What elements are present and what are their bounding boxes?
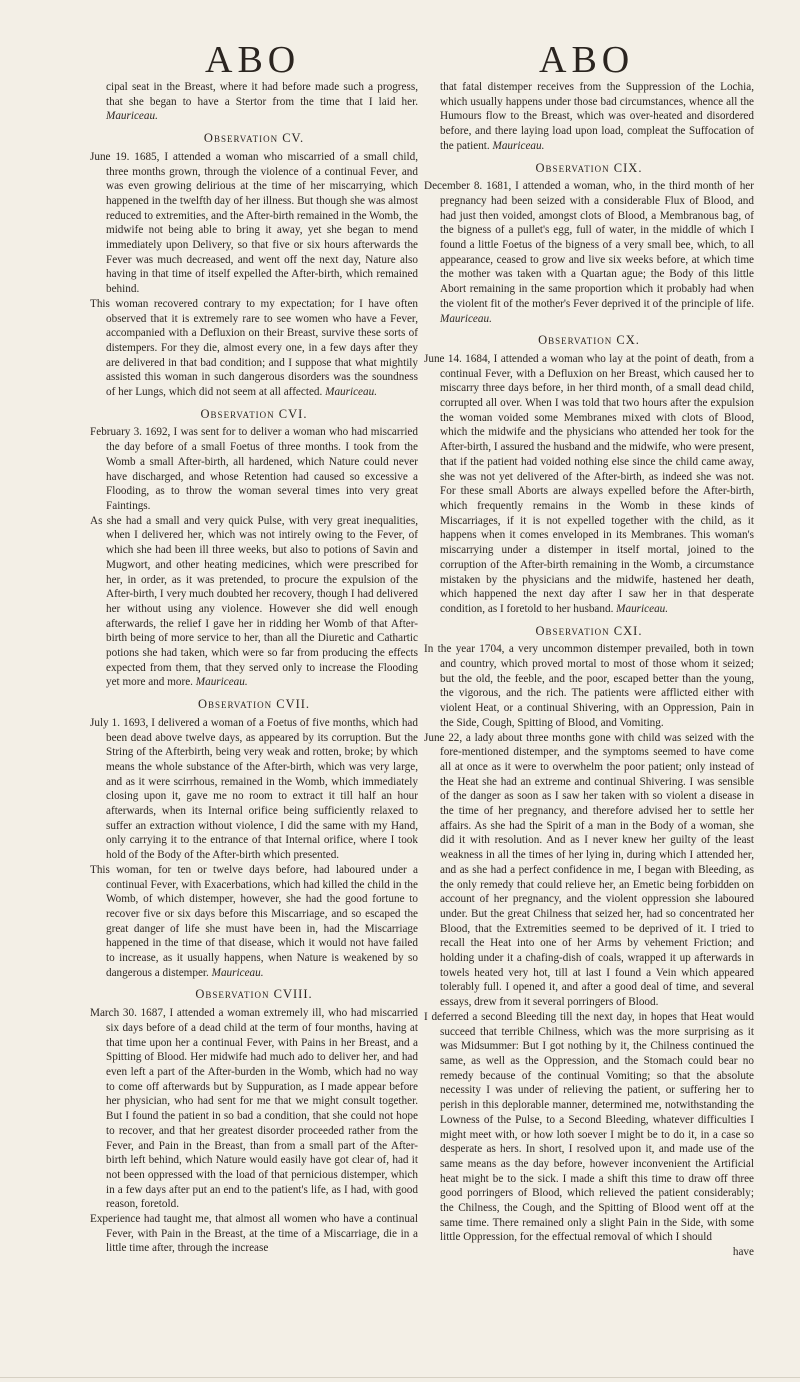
paragraph-text: June 19. 1685, I attended a woman who miscarried of a small child, three months grown, through the violence of a continual Fever, and was even growing delirious at the time of her miscarrying, which happened in the twelfth day of her illness. But though she was almost reduced to extremities, and the After-birth remained in the Womb, the midwife not being able to bring it away, yet she began to mend immediately upon Delivery, so that five or six hours afterwards the Fever was much decreased, and went off the next day, Nature also having in that time of itself expelled the After-birth, which remained behind. bbox=[90, 150, 418, 296]
observation-heading-text: Observation CVIII. bbox=[195, 987, 313, 1002]
paragraph-text: that fatal distemper receives from the Suppression of the Lochia, which usually happens under those bad circumstances, whence all the Humours flow to the Breast, which was over-heated and disordered before, and there laying load upon load, compleat the Suffocation of the patient. bbox=[440, 81, 754, 152]
paragraph-text: This woman, for ten or twelve days before, had laboured under a continual Fever, with Exacerbations, which had killed the child in the Womb, of which distemper, however, she had the good fortune to recover five or six days before this Miscarriage, and so escaped the great danger of life she must have been in, had the Miscarriage happened in the time of that disease, which it would not have failed to increase, as it usually happens, when Nature is weakened by so dangerous a distemper. bbox=[90, 863, 418, 979]
author-attribution: Mauriceau. bbox=[492, 139, 545, 152]
paragraph bbox=[424, 731, 754, 1010]
observation-heading bbox=[90, 697, 418, 712]
paragraph-text: June 22, a lady about three months gone with child was seized with the fore-mentioned distemper, and the symptoms seemed to have come all at once as it were to overwhelm the poor patient; only instead of the Heat she had an extreme and continual Shivering. I was sensible of the danger as soon as I saw her taken with so violent a disease in the time of her pregnancy, and therefore advised her to settle her affairs. As she had the Spirit of a man in the Body of a woman, she did it with resolution. And as I never knew her guilty of the least weakness in all the times of her lying in, during which I attended her, and as she had a perfect confidence in me, I began with Bleeding, as the only remedy that could relieve her, an Emetic being forbidden on account of her pregnancy, and the violent oppression she laboured under. But the great Chilness that seized her, had so concentrated her Blood, that the Extremities seemed to be deprived of it. I tried to recall the Heat into one of her Arms by vehement Friction; and holding under it a chafing-dish of coals, wrapped it up afterwards in towels heated very hot, till at last I found a Vein which appeared tolerably full. I opened it, and after a good deal of time, and several essays, drew from it several porringers of Blood. bbox=[424, 731, 754, 1009]
paragraph bbox=[90, 1212, 418, 1256]
observation-heading bbox=[90, 131, 418, 146]
paragraph-text: March 30. 1687, I attended a woman extremely ill, who had miscarried six days before of a dead child at the term of four months, having at that time upon her a continual Fever, with Pains in her Breast, and a Spitting of Blood. Her midwife had much ado to deliver her, and had even left a part of the After-burden in the Womb, which had no way to come off afterwards but by Suppuration, as I made appear before her physician, who had sent for me that we might consult together. But I found the patient in so bad a condition, that she could not hope to recover, and that her greatest disorder proceeded rather from the Fever, and Pain in the Breast, than from a small part of the After-birth left behind, which Nature would easily have got clear of, had it not been oppressed with the load of that pernicious distemper, which in a few days after put an end to the patient's life, as I had, with good reason, foretold. bbox=[90, 1007, 418, 1211]
author-attribution: Mauriceau. bbox=[106, 110, 158, 123]
paragraph-text: I deferred a second Bleeding till the next day, in hopes that Heat would succeed that terrible Chilness, which was the more surprising as it was Midsummer: But I got nothing by it, the Chilness continued the same, as well as the Oppression, and the Stomach could bear no remedy because of the continual Vomiting; so that the absolute necessity I was under of relieving the patient, or suffering her to perish in this deplorable manner, determined me, notwithstanding the Lowness of the Pulse, to a Second Bleeding, whatever difficulties I might meet with, or how loth soever I might be to do it, in a case so desperate as hers. In short, I resolved upon it, and made use of the same means as the day before, however inconvenient the Artificial heat might be to the sick. I made a shift this time to draw off three good porringers of Blood, which relieved the patient considerably; the Chilness, the Cough, and the Spitting of Blood went off at the same time. There remained only a slight Pain in the Side, with some little Oppression, for the effectual removal of which I should bbox=[424, 1010, 754, 1244]
observation-heading-text: Observation CVII. bbox=[197, 697, 311, 712]
author-attribution: Mauriceau. bbox=[195, 676, 248, 689]
paragraph-text: Experience had taught me, that almost all women who have a continual Fever, with Pain in the Breast, at the time of a Miscarriage, die in a little time after, through the increase bbox=[90, 1213, 418, 1255]
paragraph bbox=[90, 150, 418, 297]
observation-heading bbox=[424, 161, 754, 176]
running-head-right: ABO bbox=[539, 39, 635, 81]
observation-heading bbox=[424, 624, 754, 639]
paragraph-text: December 8. 1681, I attended a woman, who, in the third month of her pregnancy had been seized with a considerable Flux of Blood, and had just then voided, amongst clots of Blood, a Membranous bag, of the bigness of a pullet's egg, full of water, in the middle of which I found a little Foetus of the bigness of a very small bee, which, to all appearance, ceased to grow and live six weeks before, at which time the mother was taken with a Quartan ague; the Body of this little Abort remaining in the same proportion which it probably had when the violent fit of the mother's Fever deprived it of the principle of life. bbox=[424, 180, 754, 310]
paragraph bbox=[424, 642, 754, 730]
continued-paragraph bbox=[424, 80, 754, 154]
observation-heading bbox=[424, 333, 754, 348]
paragraph-text: cipal seat in the Breast, where it had before made such a progress, that she began to have a Stertor from the time that I laid her. bbox=[106, 81, 418, 108]
paragraph bbox=[90, 425, 418, 513]
observation-heading-text: Observation CX. bbox=[538, 333, 640, 348]
paragraph-text: February 3. 1692, I was sent for to deliver a woman who had miscarried the day before of a small Foetus of three months. I took from the Womb a small After-birth, all hardened, which Nature could never have discharged, and whose Retention had caused so excessive a Flooding, as to throw the woman several times into very great Faintings. bbox=[90, 426, 418, 512]
observation-heading bbox=[90, 987, 418, 1002]
paragraph bbox=[424, 1010, 754, 1245]
right-column bbox=[424, 80, 754, 1260]
paragraph bbox=[90, 863, 418, 981]
observation-heading-text: Observation CXI. bbox=[535, 623, 643, 638]
author-attribution: Mauriceau. bbox=[211, 966, 264, 979]
running-head-left: ABO bbox=[205, 39, 301, 81]
paragraph-text: This woman recovered contrary to my expectation; for I have often observed that it is extremely rare to see women who have a Fever, accompanied with a Defluxion on their Breast, survive these sorts of distempers. For they die, almost every one, in a few days after they are delivered in that bad condition; and I suppose that what mightily assisted this woman in such dangerous disorders was the soundness of her Lungs, which did not seem at all affected. bbox=[90, 297, 418, 399]
author-attribution: Mauriceau. bbox=[440, 312, 492, 325]
catchword: have bbox=[732, 1246, 754, 1259]
observation-heading-text: Observation CIX. bbox=[535, 160, 643, 175]
paragraph-text: As she had a small and very quick Pulse, with very great inequalities, when I delivered her, which was not intirely owing to the Fever, of which she had been ill three weeks, but also to potions of Savin and Mugwort, and other heating medicines, which were prescribed for her, in order, as it was pretended, to procure the expulsion of the After-birth, I very much doubted her recovery, though I had delivered her without using any violence. However she did well enough afterwards, the relief I gave her in ridding her Womb of that After-birth being of more service to her, than all the Diuretic and Cathartic potions she had taken, which were so far from producing the effects expected from them, that they served only to increase the Flooding yet more and more. bbox=[90, 514, 418, 689]
paragraph bbox=[90, 716, 418, 863]
paragraph bbox=[424, 352, 754, 617]
observation-heading-text: Observation CV. bbox=[203, 131, 305, 146]
page-bottom-edge bbox=[0, 1377, 800, 1378]
observation-heading-text: Observation CVI. bbox=[200, 406, 308, 421]
paragraph-text: In the year 1704, a very uncommon distemper prevailed, both in town and country, which proved mortal to most of those whom it seized; but the old, the feeble, and the poor, escaped better than the young, the vigorous, and the rich. The patients were afflicted either with violent Heat, or a continual Shivering, with an Oppression, Pain in the Side, Cough, Spitting of Blood, and Vomiting. bbox=[424, 643, 754, 729]
paragraph bbox=[90, 514, 418, 690]
left-column bbox=[90, 80, 418, 1256]
paragraph-text: June 14. 1684, I attended a woman who lay at the point of death, from a continual Fever, with a Defluxion on her Breast, which caused her to miscarry three days before, in her third month, of a small dead child, corrupted all over. When I was told that two hours after the expulsion the woman voided some Membranes mixed with clots of Blood, which the midwife and the physicians who attended her took for the After-birth, I assured the husband and the midwife, who were present, that if the patient had voided nothing else since the child came away, she was not yet delivered of the After-birth, as indeed she was not. For these small Aborts are always expelled before the After-birth, which frequently remains in the Womb in these kinds of Miscarriages, if it is not expelled together with the child, as it happens when it comes enveloped in its Membranes. This woman's miscarrying under a distemper in itself mortal, joined to the corruption of the After-birth remaining in the Womb, a circumstance mistaken by the physicians and the midwife, hastened her death, which happened the next day after I saw her in that desperate condition, as I foretold to her husband. bbox=[424, 352, 754, 615]
paragraph bbox=[90, 1006, 418, 1212]
continued-paragraph bbox=[90, 80, 418, 124]
observation-heading bbox=[90, 407, 418, 422]
paragraph bbox=[424, 179, 754, 326]
author-attribution: Mauriceau. bbox=[325, 386, 378, 399]
paragraph bbox=[90, 297, 418, 400]
author-attribution: Mauriceau. bbox=[616, 602, 669, 615]
paragraph-text: July 1. 1693, I delivered a woman of a Foetus of five months, which had been dead above twelve days, as appeared by its corruption. But the String of the Afterbirth, being very weak and rotten, broke; by which means the whole substance of the After-birth, which was very large, and as it were scirrhous, remained in the Womb, which immediately closing upon it, gave me no room to extract it till half an hour afterwards, when its Internal orifice being sufficiently relaxed to suffer an extraction without violence, I did the same with my Hand, only carrying it to the entrance of that Internal orifice, where I took hold of the Body of the After-birth which presented. bbox=[90, 716, 418, 862]
